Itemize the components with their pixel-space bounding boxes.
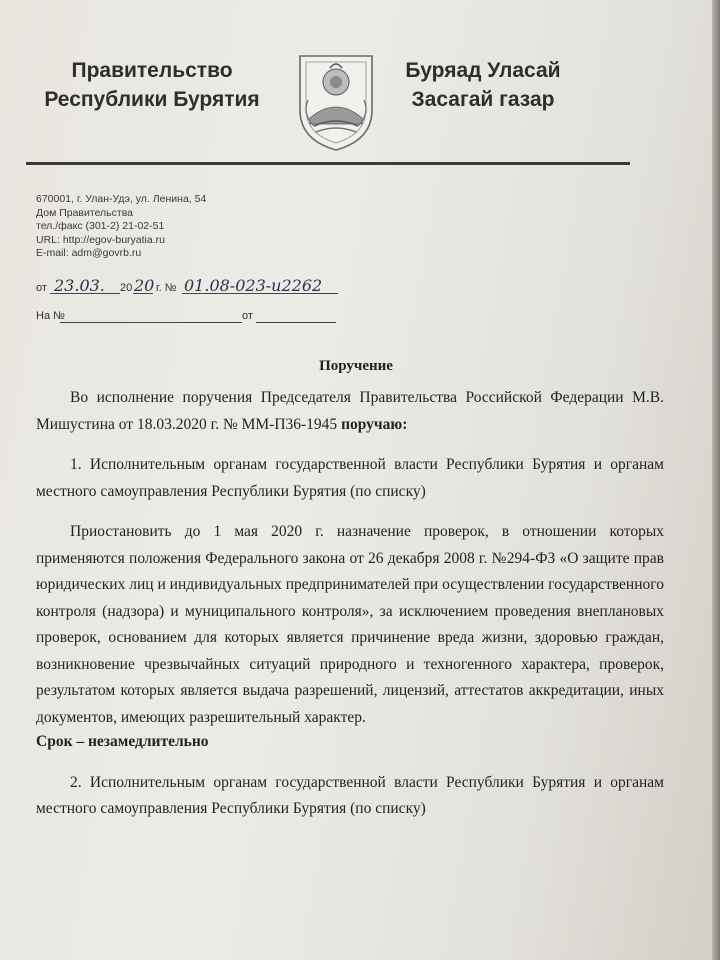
header-left-line2: Республики Бурятия [44, 88, 260, 111]
handwritten-date: 23.03. [54, 276, 105, 295]
item2-paragraph: 2. Исполнительным органам государственной власти Республики Бурятия и органам местного самоуправления Республики Бурятия (по списку) [36, 773, 664, 817]
item1-paragraph: 1. Исполнительным органам государственной власти Республики Бурятия и органам местного самоуправления Республики Бурятия (по списку) [36, 456, 664, 500]
coat-of-arms-icon [292, 52, 380, 152]
address-block [36, 193, 206, 261]
ot-label: от [36, 282, 47, 294]
address-phone: тел./факс (301-2) 21-02-51 [36, 220, 165, 232]
na-label: На № [36, 310, 65, 322]
na-underline [60, 322, 242, 323]
header-divider [26, 162, 630, 165]
in-reply-line [36, 310, 346, 326]
document-body [36, 385, 664, 823]
address-email: E-mail: adm@govrb.ru [36, 247, 142, 259]
document-title: Поручение [319, 358, 393, 374]
ot2-label: от [242, 310, 253, 322]
ot2-underline [256, 322, 336, 323]
header-right-line1: Буряад Уласай [405, 59, 561, 82]
header-left [32, 56, 272, 114]
number-label: г. № [156, 282, 177, 294]
intro-text: Во исполнение поручения Председателя Правительства Российской Федерации М.В. Мишустина от 18.03.2020 г. № ММ-П36-1945 [36, 389, 664, 433]
year-prefix: 20 [120, 282, 133, 294]
handwritten-number: 01.08-023-и2262 [184, 276, 323, 295]
address-line: 670001, г. Улан-Удэ, ул. Ленина, 54 [36, 193, 207, 205]
reference-line [36, 276, 396, 300]
item1-body-paragraph: Приостановить до 1 мая 2020 г. назначение проверок, в отношении которых применяются положения Федерального закона от 26 декабря 2008 г. №294-ФЗ «О защите прав юридических лиц и индивидуальных предпринимателей при осуществлении государственного контроля (надзора) и муниципального контроля», за исключением проведения внеплановых проверок, основанием для которых является причинение вреда жизни, здоровью граждан, возникновение чрезвычайных ситуаций природного и техногенного характера, проверок, результатом которых является выдача разрешений, лицензий, аттестатов аккредитации, иных документов, имеющих разрешительный характер. [36, 523, 664, 726]
header-right [388, 56, 578, 114]
intro-paragraph [36, 385, 664, 438]
header-right-line2: Засагай газар [411, 88, 555, 111]
deadline-text: Срок – незамедлительно [36, 733, 209, 750]
address-line: Дом Правительства [36, 206, 134, 219]
page-edge [712, 0, 720, 960]
address-url: URL: http://egov-buryatia.ru [36, 233, 165, 246]
handwritten-year: 20 [134, 276, 155, 295]
intro-bold: поручаю: [341, 415, 408, 433]
header-left-line1: Правительство [71, 59, 233, 82]
